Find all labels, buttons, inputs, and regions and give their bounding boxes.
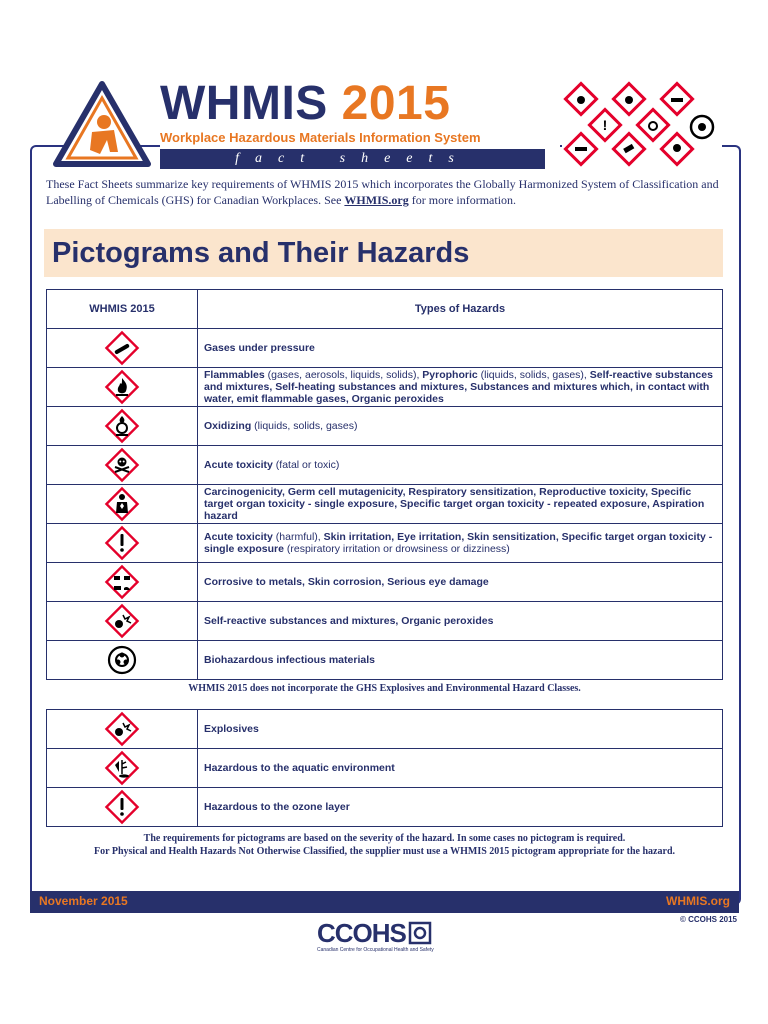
hazard-table — [46, 289, 723, 680]
gas-cylinder-icon — [104, 330, 140, 366]
table-row — [47, 710, 723, 749]
exclamation-mark-icon — [104, 525, 140, 561]
table-row — [47, 485, 723, 524]
table-row — [47, 407, 723, 446]
intro-paragraph — [46, 176, 722, 208]
hazard-description — [198, 602, 723, 641]
hazard-description — [198, 446, 723, 485]
pictogram-cell — [47, 641, 198, 680]
brand-title — [160, 77, 560, 130]
hazard-text-segment: Biohazardous infectious materials — [204, 654, 375, 666]
hazard-description: Hazardous to the aquatic environment — [198, 749, 723, 788]
fact-sheets-bar: fact sheets — [160, 149, 545, 169]
pictogram-cell — [47, 602, 198, 641]
hazard-text-segment: Acute toxicity — [204, 531, 276, 543]
footer-date: November 2015 — [39, 894, 128, 908]
whmis-logo-icon — [52, 80, 152, 168]
pictogram-cell — [47, 368, 198, 407]
intro-text-end: for more information. — [408, 193, 517, 207]
hazard-text-segment: (gases, aerosols, liquids, solids), — [267, 369, 423, 381]
hazard-description — [198, 407, 723, 446]
table-row — [47, 524, 723, 563]
hazard-description — [198, 563, 723, 602]
brand-title-left: WHMIS — [160, 77, 328, 130]
pictogram-cell — [47, 710, 198, 749]
hazard-description — [198, 368, 723, 407]
hazard-text-segment: Self-reactive substances and mixtures, Self-heating substances and mixtures, Substances and mixtures which, in contact with water, emit flammable gases, Organic peroxides — [204, 369, 713, 405]
footer-site-link[interactable]: WHMIS.org — [666, 894, 730, 908]
pictogram-cell — [47, 788, 198, 827]
pictogram-cell — [47, 329, 198, 368]
hazard-description — [198, 485, 723, 524]
exploding-bomb-icon — [104, 711, 140, 747]
hazard-text-segment: Skin irritation, Eye irritation, Skin sensitization, Specific target organ toxicity - single exposure — [204, 531, 713, 555]
ccohs-logo — [317, 919, 453, 955]
table-row — [47, 602, 723, 641]
svg-text:!: ! — [602, 117, 608, 133]
header-types-of-hazards: Types of Hazards — [198, 290, 723, 329]
ccohs-emblem-icon — [408, 921, 432, 945]
biohazard-icon — [104, 642, 140, 678]
hazard-text-segment: Acute toxicity — [204, 459, 276, 471]
hazard-text-segment: Carcinogenicity, Germ cell mutagenicity, Respiratory sensitization, Reproductive toxicity, Specific target organ toxicity - single exposure, Specific target organ toxicity - repeated exposure, Aspiration hazard — [204, 486, 705, 522]
health-hazard-icon — [104, 486, 140, 522]
intro-text: These Fact Sheets summarize key requirements of WHMIS 2015 which incorporates the Globally Harmonized System of Classification and Labelling of Chemicals (GHS) for Canadian Workplaces. See — [46, 177, 719, 207]
pictogram-cell — [47, 407, 198, 446]
table-row — [47, 563, 723, 602]
hazard-description: Explosives — [198, 710, 723, 749]
hazard-text-segment: Corrosive to metals, Skin corrosion, Serious eye damage — [204, 576, 489, 588]
flame-over-circle-icon — [104, 408, 140, 444]
page-title: Pictograms and Their Hazards — [52, 237, 470, 269]
hazard-description — [198, 329, 723, 368]
table-row — [47, 788, 723, 827]
ghs-note: WHMIS 2015 does not incorporate the GHS Explosives and Environmental Hazard Classes. — [188, 683, 581, 694]
table-row — [47, 329, 723, 368]
flame-icon — [104, 369, 140, 405]
hazard-description: Hazardous to the ozone layer — [198, 788, 723, 827]
table-row — [47, 368, 723, 407]
note-line-2: For Physical and Health Hazards Not Otherwise Classified, the supplier must use a WHMIS 2015 pictogram appropriate for the hazard. — [93, 846, 675, 857]
note-line-1: The requirements for pictograms are based on the severity of the hazard. In some cases no pictogram is required. — [143, 833, 626, 844]
pictogram-cell — [47, 485, 198, 524]
hazard-text-segment: (liquids, solids, gases) — [254, 420, 358, 432]
copyright: © CCOHS 2015 — [679, 915, 737, 924]
corrosion-icon — [104, 564, 140, 600]
hazard-text-segment: Pyrophoric — [422, 369, 481, 381]
hazard-text-segment: Flammables — [204, 369, 268, 381]
table-row — [47, 641, 723, 680]
ccohs-full-name: Canadian Centre for Occupational Health and Safety — [317, 947, 434, 953]
hazard-text-segment: (respiratory irritation or drowsiness or dizziness) — [286, 543, 510, 555]
ghs-extra-table — [46, 709, 723, 827]
brand-block — [160, 77, 560, 168]
exploding-bomb-icon — [104, 603, 140, 639]
table-header-row — [47, 290, 723, 329]
exclamation-mark-icon — [104, 789, 140, 825]
pictogram-cell — [47, 446, 198, 485]
brand-title-right: 2015 — [341, 77, 451, 130]
whmis-org-link[interactable]: WHMIS.org — [344, 193, 409, 207]
hazard-text-segment: (liquids, solids, gases), — [480, 369, 590, 381]
pictogram-cluster-icon — [562, 80, 722, 172]
pictogram-cell — [47, 524, 198, 563]
table-row — [47, 749, 723, 788]
hazard-text-segment: Self-reactive substances and mixtures, Organic peroxides — [204, 615, 494, 627]
hazard-description — [198, 524, 723, 563]
pictogram-requirements-note — [46, 832, 723, 858]
hazard-text-segment: (fatal or toxic) — [275, 459, 340, 471]
hazard-text-segment: Gases under pressure — [204, 342, 315, 354]
hazard-text-segment: Oxidizing — [204, 420, 255, 432]
header-whmis-2015: WHMIS 2015 — [47, 290, 198, 329]
pictogram-cell — [47, 749, 198, 788]
footer-bar — [30, 891, 739, 913]
table-row — [47, 446, 723, 485]
pictogram-cell — [47, 563, 198, 602]
skull-crossbones-icon — [104, 447, 140, 483]
ccohs-wordmark: CCOHS — [317, 918, 406, 948]
title-band — [44, 229, 723, 277]
hazard-text-segment: (harmful), — [275, 531, 324, 543]
environment-icon — [104, 750, 140, 786]
brand-subtitle: Workplace Hazardous Materials Information System — [160, 130, 481, 145]
hazard-description — [198, 641, 723, 680]
